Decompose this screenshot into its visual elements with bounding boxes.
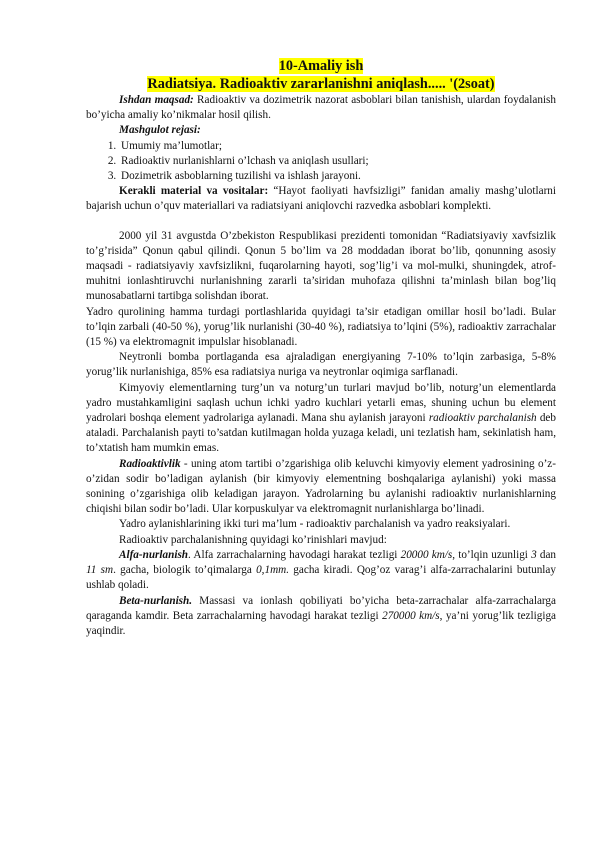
title-number: 10-Amaliy ish [278, 58, 364, 74]
beta-text-1: Massasi va ionlash qobiliyati bo’yicha beta-zarrachalar alfa-zarrachalarga qaraganda kamdir. Beta zarrachalarning havodagi harakat tezligi [86, 594, 556, 622]
elements-text-1: Kimyoviy elementlarning turg’un va noturg’un turlari mavjud bo’lib, noturg’un elementlarda yadro mustahkamligini saqlash uchun ichki yadro kuchlari yetarli emas, shuning uchun bu element yadrolari boshqa element yadrolariga aylanadi. Mana shu aylanish jarayoni [86, 381, 556, 425]
alpha-text-1: . Alfa zarrachalarning havodagi harakat tezligi [188, 548, 401, 561]
radioactivity-term: Radioaktivlik [119, 457, 181, 470]
decay-types-intro: Radioaktiv parchalanishning quyidagi ko’rinishlari mavjud: [119, 533, 387, 546]
neutron-bomb-paragraph: Neytronli bomba portlaganda esa ajraladigan energiyaning 7-10% to’lqin zarbasiga, 5-8% yorug’lik nurlanishiga, 85% esa radiatsiya nuriga va neytronlar oqimiga sarflanadi. [86, 351, 556, 379]
alpha-tissue-depth: 0,1mm. [256, 564, 290, 577]
plan-heading [86, 123, 556, 138]
alpha-term: Alfa-nurlanish [119, 548, 189, 561]
alpha-text-4: . gacha, biologik to’qimalarga [113, 564, 257, 577]
radioactivity-paragraph [86, 457, 556, 518]
beta-term: Beta-nurlanish. [119, 594, 193, 607]
document-page [86, 58, 556, 639]
alpha-range-min: 3 [531, 548, 537, 561]
title-topic: Radiatsiya. Radioaktiv zararlanishni aniqlash..... '(2soat) [147, 75, 495, 92]
materials-text: “Hayot faoliyati havfsizligi” fanidan amaliy mashg’ulotlarni bajarish uchun o’quv materiallari va radiatsiyani aniqlovchi razvedka asboblari komplekti. [86, 185, 556, 213]
spacer [86, 215, 556, 229]
goal-text: Radioaktiv va dozimetrik nazorat asboblari bilan tanishish, ulardan foydalanish bo’yicha amaliy ko’nikmalar hosil qilish. [86, 94, 557, 122]
law-paragraph: 2000 yil 31 avgustda O’zbekiston Respublikasi prezidenti tomonidan “Radiatsiyaviy xavfsizlik to’g’risida” Qonun qabul qilindi. Qonun 5 bo’lim va 28 moddadan iborat bo’lib, qonunning asosiy maqsadi - radiatsiyaviy xavfsizlikni, fuqarolarning hayoti, sog’lig’i va mol-mulki, shuningdek, atrof-muhitni ionlashtiruvchi nurlanishning zararli ta’siridan muhofaza qilishni ta’minlash bilan bog’liq munosabatlarni tartibga solishdan iborat. [86, 229, 556, 303]
beta-speed: 270000 km/s [382, 609, 440, 622]
explosion-factors-paragraph: Yadro qurolining hamma turdagi portlashlarida quyidagi ta’sir etadigan omillar hosil bo’ladi. Bular to’lqin zarbali (40-50 %), yorug’lik nurlanishi (30-40 %), radiatsiya to’lqini (5%), radioaktiv zarrachalar (15 %) va elektromagnit impulslar hisoblanadi. [86, 305, 556, 349]
alpha-speed: 20000 km/s [400, 548, 453, 561]
alpha-text-5: gacha kiradi. Qog’oz varag’i alfa-zarrachalarini butunlay ushlab qoladi. [86, 564, 556, 592]
alpha-text-2: , to’lqin uzunligi [452, 548, 532, 561]
alpha-text-3: dan [536, 548, 556, 561]
alpha-radiation-paragraph [86, 548, 556, 594]
title-line-2 [86, 76, 556, 94]
beta-radiation-paragraph [86, 594, 556, 640]
plan-item: 2. Radioaktiv nurlanishlarni o’lchash va aniqlash usullari; [119, 154, 556, 169]
elements-paragraph [86, 381, 556, 457]
materials-label: Kerakli material va vositalar: [119, 185, 269, 198]
plan-list [86, 139, 556, 185]
beta-text-2: , ya’ni yorug’lik tezligiga yaqindir. [86, 609, 556, 637]
goal-paragraph [86, 93, 556, 123]
radioactivity-text: - uning atom tartibi o’zgarishiga olib keluvchi kimyoviy element yadrosining o’z-o’zidan sodir bo’ladigan aylanish (bir kimyoviy elementning boshqalariga aylanishi) yoki massa sonining o’zgarishiga olib keladigan jarayon. Yadrolarning bu aylanishi radioaktiv nurlanishlarning chiqishi bilan sodir bo’ladi. Ular korpuskulyar va elektromagnit nurlanishlarga bo’linadi. [86, 457, 556, 516]
plan-item: 3. Dozimetrik asboblarning tuzilishi va ishlash jarayoni. [119, 169, 556, 184]
alpha-range-max: 11 sm [86, 564, 114, 577]
goal-label: Ishdan maqsad: [119, 94, 194, 106]
plan-item: 1. Umumiy ma’lumotlar; [119, 139, 556, 154]
title-line-1 [86, 58, 556, 76]
plan-label: Mashgulot rejasi: [119, 124, 201, 137]
radioactive-decay-term: radioaktiv parchalanish [428, 412, 537, 425]
nuclear-transformations-paragraph: Yadro aylanishlarining ikki turi ma’lum - radioaktiv parchalanish va yadro reaksiyalari. [119, 518, 511, 531]
materials-paragraph [86, 184, 556, 214]
elements-text-2: deb ataladi. Parchalanish payti to’satdan kutilmagan holda yuzaga keladi, uni tezlatish ham, sekinlatish ham, to’xtatish ham mumkin emas. [86, 412, 556, 455]
